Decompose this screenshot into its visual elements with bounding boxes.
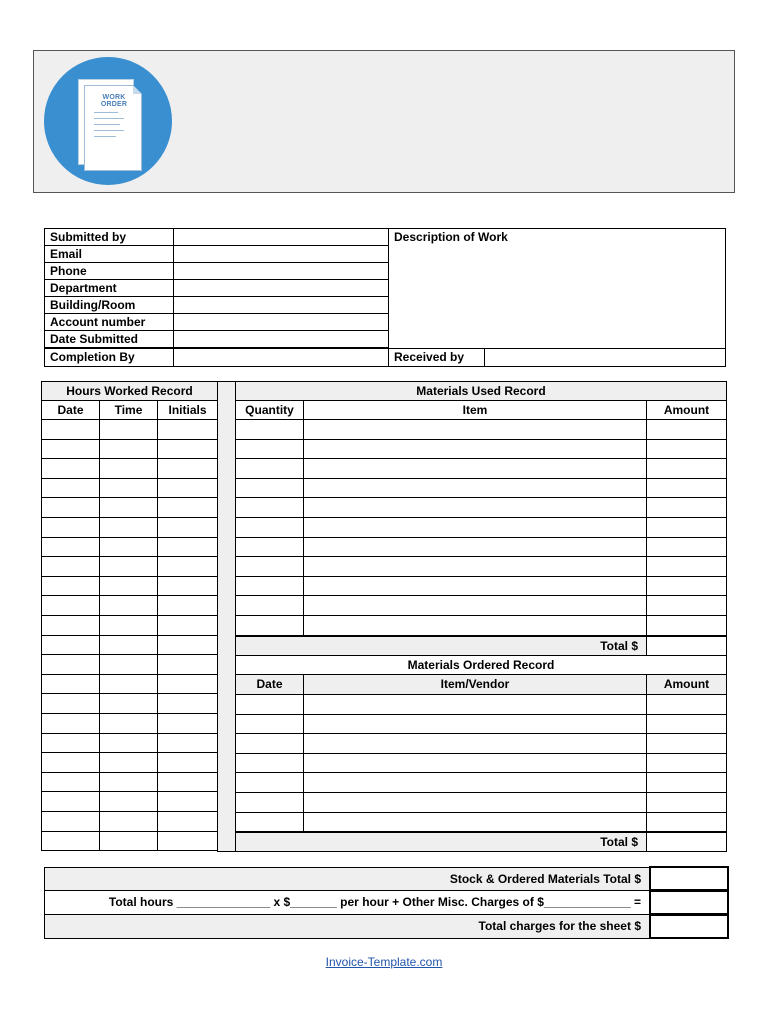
hours-initials-cell[interactable] xyxy=(157,654,218,675)
used-amount-cell[interactable] xyxy=(646,458,727,479)
hours-initials-cell[interactable] xyxy=(157,576,218,596)
hours-initials-header: Initials xyxy=(157,400,218,420)
hours-time-cell[interactable] xyxy=(99,733,158,753)
ordered-amount-cell[interactable] xyxy=(646,694,727,715)
hours-date-cell[interactable] xyxy=(41,635,100,655)
hours-date-cell[interactable] xyxy=(41,478,100,498)
hours-date-cell[interactable] xyxy=(41,733,100,753)
ordered-amount-cell[interactable] xyxy=(646,792,727,813)
used-total-field[interactable] xyxy=(646,636,727,656)
used-quantity-cell[interactable] xyxy=(235,576,304,596)
submitted-by-field[interactable] xyxy=(173,228,389,246)
hours-initials-cell[interactable] xyxy=(157,772,218,792)
hours-initials-cell[interactable] xyxy=(157,733,218,753)
used-amount-cell[interactable] xyxy=(646,478,727,498)
hours-time-cell[interactable] xyxy=(99,497,158,518)
hours-initials-cell[interactable] xyxy=(157,674,218,694)
department-label: Department xyxy=(44,279,174,297)
hours-date-cell[interactable] xyxy=(41,517,100,538)
ordered-item-vendor-cell[interactable] xyxy=(303,733,647,754)
hours-time-cell[interactable] xyxy=(99,693,158,714)
hours-initials-cell[interactable] xyxy=(157,439,218,459)
hours-time-cell[interactable] xyxy=(99,674,158,694)
hours-initials-cell[interactable] xyxy=(157,791,218,812)
hours-time-cell[interactable] xyxy=(99,713,158,734)
hours-time-cell[interactable] xyxy=(99,791,158,812)
ordered-item-vendor-cell[interactable] xyxy=(303,792,647,813)
used-item-cell[interactable] xyxy=(303,419,647,440)
hours-date-cell[interactable] xyxy=(41,556,100,577)
hours-initials-cell[interactable] xyxy=(157,497,218,518)
hours-time-cell[interactable] xyxy=(99,772,158,792)
building-room-field[interactable] xyxy=(173,296,389,314)
hours-initials-cell[interactable] xyxy=(157,831,218,851)
hours-date-cell[interactable] xyxy=(41,615,100,636)
used-item-cell[interactable] xyxy=(303,497,647,518)
used-quantity-cell[interactable] xyxy=(235,517,304,538)
hours-initials-cell[interactable] xyxy=(157,752,218,773)
materials-used-title: Materials Used Record xyxy=(235,381,727,401)
used-quantity-cell[interactable] xyxy=(235,497,304,518)
ordered-item-vendor-cell[interactable] xyxy=(303,753,647,773)
hours-time-cell[interactable] xyxy=(99,419,158,440)
stock-ordered-total-label: Stock & Ordered Materials Total $ xyxy=(44,867,650,891)
ordered-item-vendor-cell[interactable] xyxy=(303,694,647,715)
used-quantity-cell[interactable] xyxy=(235,419,304,440)
hours-time-cell[interactable] xyxy=(99,831,158,851)
ordered-date-cell[interactable] xyxy=(235,772,304,793)
hours-date-cell[interactable] xyxy=(41,693,100,714)
used-amount-cell[interactable] xyxy=(646,517,727,538)
completion-by-field[interactable] xyxy=(173,348,389,367)
hours-time-cell[interactable] xyxy=(99,615,158,636)
date-submitted-field[interactable] xyxy=(173,330,389,348)
work-order-logo xyxy=(44,57,172,185)
doc-line xyxy=(94,118,124,119)
hours-date-header: Date xyxy=(41,400,100,420)
ordered-amount-cell[interactable] xyxy=(646,772,727,793)
doc-line xyxy=(94,124,120,125)
hours-date-cell[interactable] xyxy=(41,752,100,773)
used-item-cell[interactable] xyxy=(303,576,647,596)
account-number-field[interactable] xyxy=(173,313,389,331)
used-item-cell[interactable] xyxy=(303,439,647,459)
stock-ordered-total-field[interactable] xyxy=(649,866,729,891)
ordered-amount-cell[interactable] xyxy=(646,753,727,773)
hours-initials-cell[interactable] xyxy=(157,635,218,655)
hours-date-cell[interactable] xyxy=(41,791,100,812)
used-item-cell[interactable] xyxy=(303,478,647,498)
hours-date-cell[interactable] xyxy=(41,497,100,518)
footer xyxy=(0,955,768,969)
hours-initials-cell[interactable] xyxy=(157,556,218,577)
hours-worked-title: Hours Worked Record xyxy=(41,381,218,401)
ordered-total-label: Total $ xyxy=(235,832,647,852)
used-quantity-cell[interactable] xyxy=(235,595,304,616)
ordered-date-cell[interactable] xyxy=(235,812,304,832)
used-item-cell[interactable] xyxy=(303,615,647,636)
received-by-label: Received by xyxy=(388,348,485,367)
used-amount-cell[interactable] xyxy=(646,419,727,440)
hours-date-cell[interactable] xyxy=(41,458,100,479)
ordered-amount-cell[interactable] xyxy=(646,812,727,832)
building-room-label: Building/Room xyxy=(44,296,174,314)
ordered-date-header: Date xyxy=(235,674,304,695)
invoice-template-link[interactable]: Invoice-Template.com xyxy=(325,955,443,969)
hours-initials-cell[interactable] xyxy=(157,811,218,832)
department-field[interactable] xyxy=(173,279,389,297)
hours-time-cell[interactable] xyxy=(99,537,158,557)
hours-initials-cell[interactable] xyxy=(157,458,218,479)
doc-line xyxy=(94,130,124,131)
used-amount-cell[interactable] xyxy=(646,615,727,636)
ordered-total-field[interactable] xyxy=(646,832,727,852)
used-quantity-cell[interactable] xyxy=(235,439,304,459)
ordered-date-cell[interactable] xyxy=(235,694,304,715)
used-amount-cell[interactable] xyxy=(646,576,727,596)
used-quantity-cell[interactable] xyxy=(235,537,304,557)
ordered-item-vendor-header: Item/Vendor xyxy=(303,674,647,695)
total-charges-label: Total charges for the sheet $ xyxy=(44,914,650,939)
used-quantity-cell[interactable] xyxy=(235,556,304,577)
hours-date-cell[interactable] xyxy=(41,595,100,616)
doc-line xyxy=(94,112,118,113)
hours-initials-cell[interactable] xyxy=(157,517,218,538)
hours-initials-cell[interactable] xyxy=(157,713,218,734)
total-charges-field[interactable] xyxy=(649,914,729,939)
used-quantity-cell[interactable] xyxy=(235,478,304,498)
hours-charges-field[interactable] xyxy=(649,890,729,915)
hours-date-cell[interactable] xyxy=(41,419,100,440)
hours-time-cell[interactable] xyxy=(99,595,158,616)
hours-time-cell[interactable] xyxy=(99,752,158,773)
hours-charges-line: Total hours ______________ x $_______ per hour + Other Misc. Charges of $_____________ = xyxy=(44,890,650,915)
hours-time-cell[interactable] xyxy=(99,654,158,675)
ordered-amount-cell[interactable] xyxy=(646,733,727,754)
used-amount-cell[interactable] xyxy=(646,556,727,577)
used-item-header: Item xyxy=(303,400,647,420)
hours-date-cell[interactable] xyxy=(41,831,100,851)
hours-time-cell[interactable] xyxy=(99,439,158,459)
ordered-date-cell[interactable] xyxy=(235,753,304,773)
used-amount-cell[interactable] xyxy=(646,537,727,557)
hours-date-cell[interactable] xyxy=(41,811,100,832)
hours-initials-cell[interactable] xyxy=(157,419,218,440)
used-amount-cell[interactable] xyxy=(646,497,727,518)
work-order-document-icon xyxy=(84,85,142,171)
hours-time-cell[interactable] xyxy=(99,635,158,655)
hours-time-cell[interactable] xyxy=(99,811,158,832)
ordered-amount-header: Amount xyxy=(646,674,727,695)
received-by-field[interactable] xyxy=(484,348,726,367)
hours-initials-cell[interactable] xyxy=(157,693,218,714)
ordered-item-vendor-cell[interactable] xyxy=(303,714,647,734)
hours-time-cell[interactable] xyxy=(99,478,158,498)
ordered-item-vendor-cell[interactable] xyxy=(303,812,647,832)
used-amount-cell[interactable] xyxy=(646,595,727,616)
hours-date-cell[interactable] xyxy=(41,772,100,792)
hours-time-cell[interactable] xyxy=(99,556,158,577)
used-quantity-cell[interactable] xyxy=(235,458,304,479)
used-amount-header: Amount xyxy=(646,400,727,420)
hours-initials-cell[interactable] xyxy=(157,595,218,616)
ordered-date-cell[interactable] xyxy=(235,792,304,813)
used-item-cell[interactable] xyxy=(303,595,647,616)
hours-initials-cell[interactable] xyxy=(157,478,218,498)
account-number-label: Account number xyxy=(44,313,174,331)
used-total-label: Total $ xyxy=(235,636,647,656)
email-label: Email xyxy=(44,245,174,263)
hours-date-cell[interactable] xyxy=(41,537,100,557)
hours-time-cell[interactable] xyxy=(99,576,158,596)
used-item-cell[interactable] xyxy=(303,556,647,577)
used-quantity-cell[interactable] xyxy=(235,615,304,636)
ordered-date-cell[interactable] xyxy=(235,714,304,734)
materials-ordered-title: Materials Ordered Record xyxy=(235,655,727,675)
ordered-item-vendor-cell[interactable] xyxy=(303,772,647,793)
logo-text: WORK ORDER xyxy=(100,94,128,108)
header-banner xyxy=(33,50,735,193)
description-of-work-label: Description of Work xyxy=(394,230,508,244)
hours-time-cell[interactable] xyxy=(99,517,158,538)
completion-by-label: Completion By xyxy=(44,348,174,367)
hours-date-cell[interactable] xyxy=(41,576,100,596)
hours-time-cell[interactable] xyxy=(99,458,158,479)
section-separator xyxy=(217,381,236,852)
doc-line xyxy=(94,136,116,137)
hours-initials-cell[interactable] xyxy=(157,615,218,636)
hours-initials-cell[interactable] xyxy=(157,537,218,557)
used-quantity-header: Quantity xyxy=(235,400,304,420)
date-submitted-label: Date Submitted xyxy=(44,330,174,348)
ordered-amount-cell[interactable] xyxy=(646,714,727,734)
hours-time-header: Time xyxy=(99,400,158,420)
description-of-work-field[interactable] xyxy=(388,228,726,349)
hours-date-cell[interactable] xyxy=(41,674,100,694)
hours-date-cell[interactable] xyxy=(41,713,100,734)
used-item-cell[interactable] xyxy=(303,458,647,479)
hours-date-cell[interactable] xyxy=(41,439,100,459)
ordered-date-cell[interactable] xyxy=(235,733,304,754)
hours-date-cell[interactable] xyxy=(41,654,100,675)
submitted-by-label: Submitted by xyxy=(44,228,174,246)
used-item-cell[interactable] xyxy=(303,537,647,557)
used-amount-cell[interactable] xyxy=(646,439,727,459)
email-field[interactable] xyxy=(173,245,389,263)
phone-label: Phone xyxy=(44,262,174,280)
used-item-cell[interactable] xyxy=(303,517,647,538)
phone-field[interactable] xyxy=(173,262,389,280)
